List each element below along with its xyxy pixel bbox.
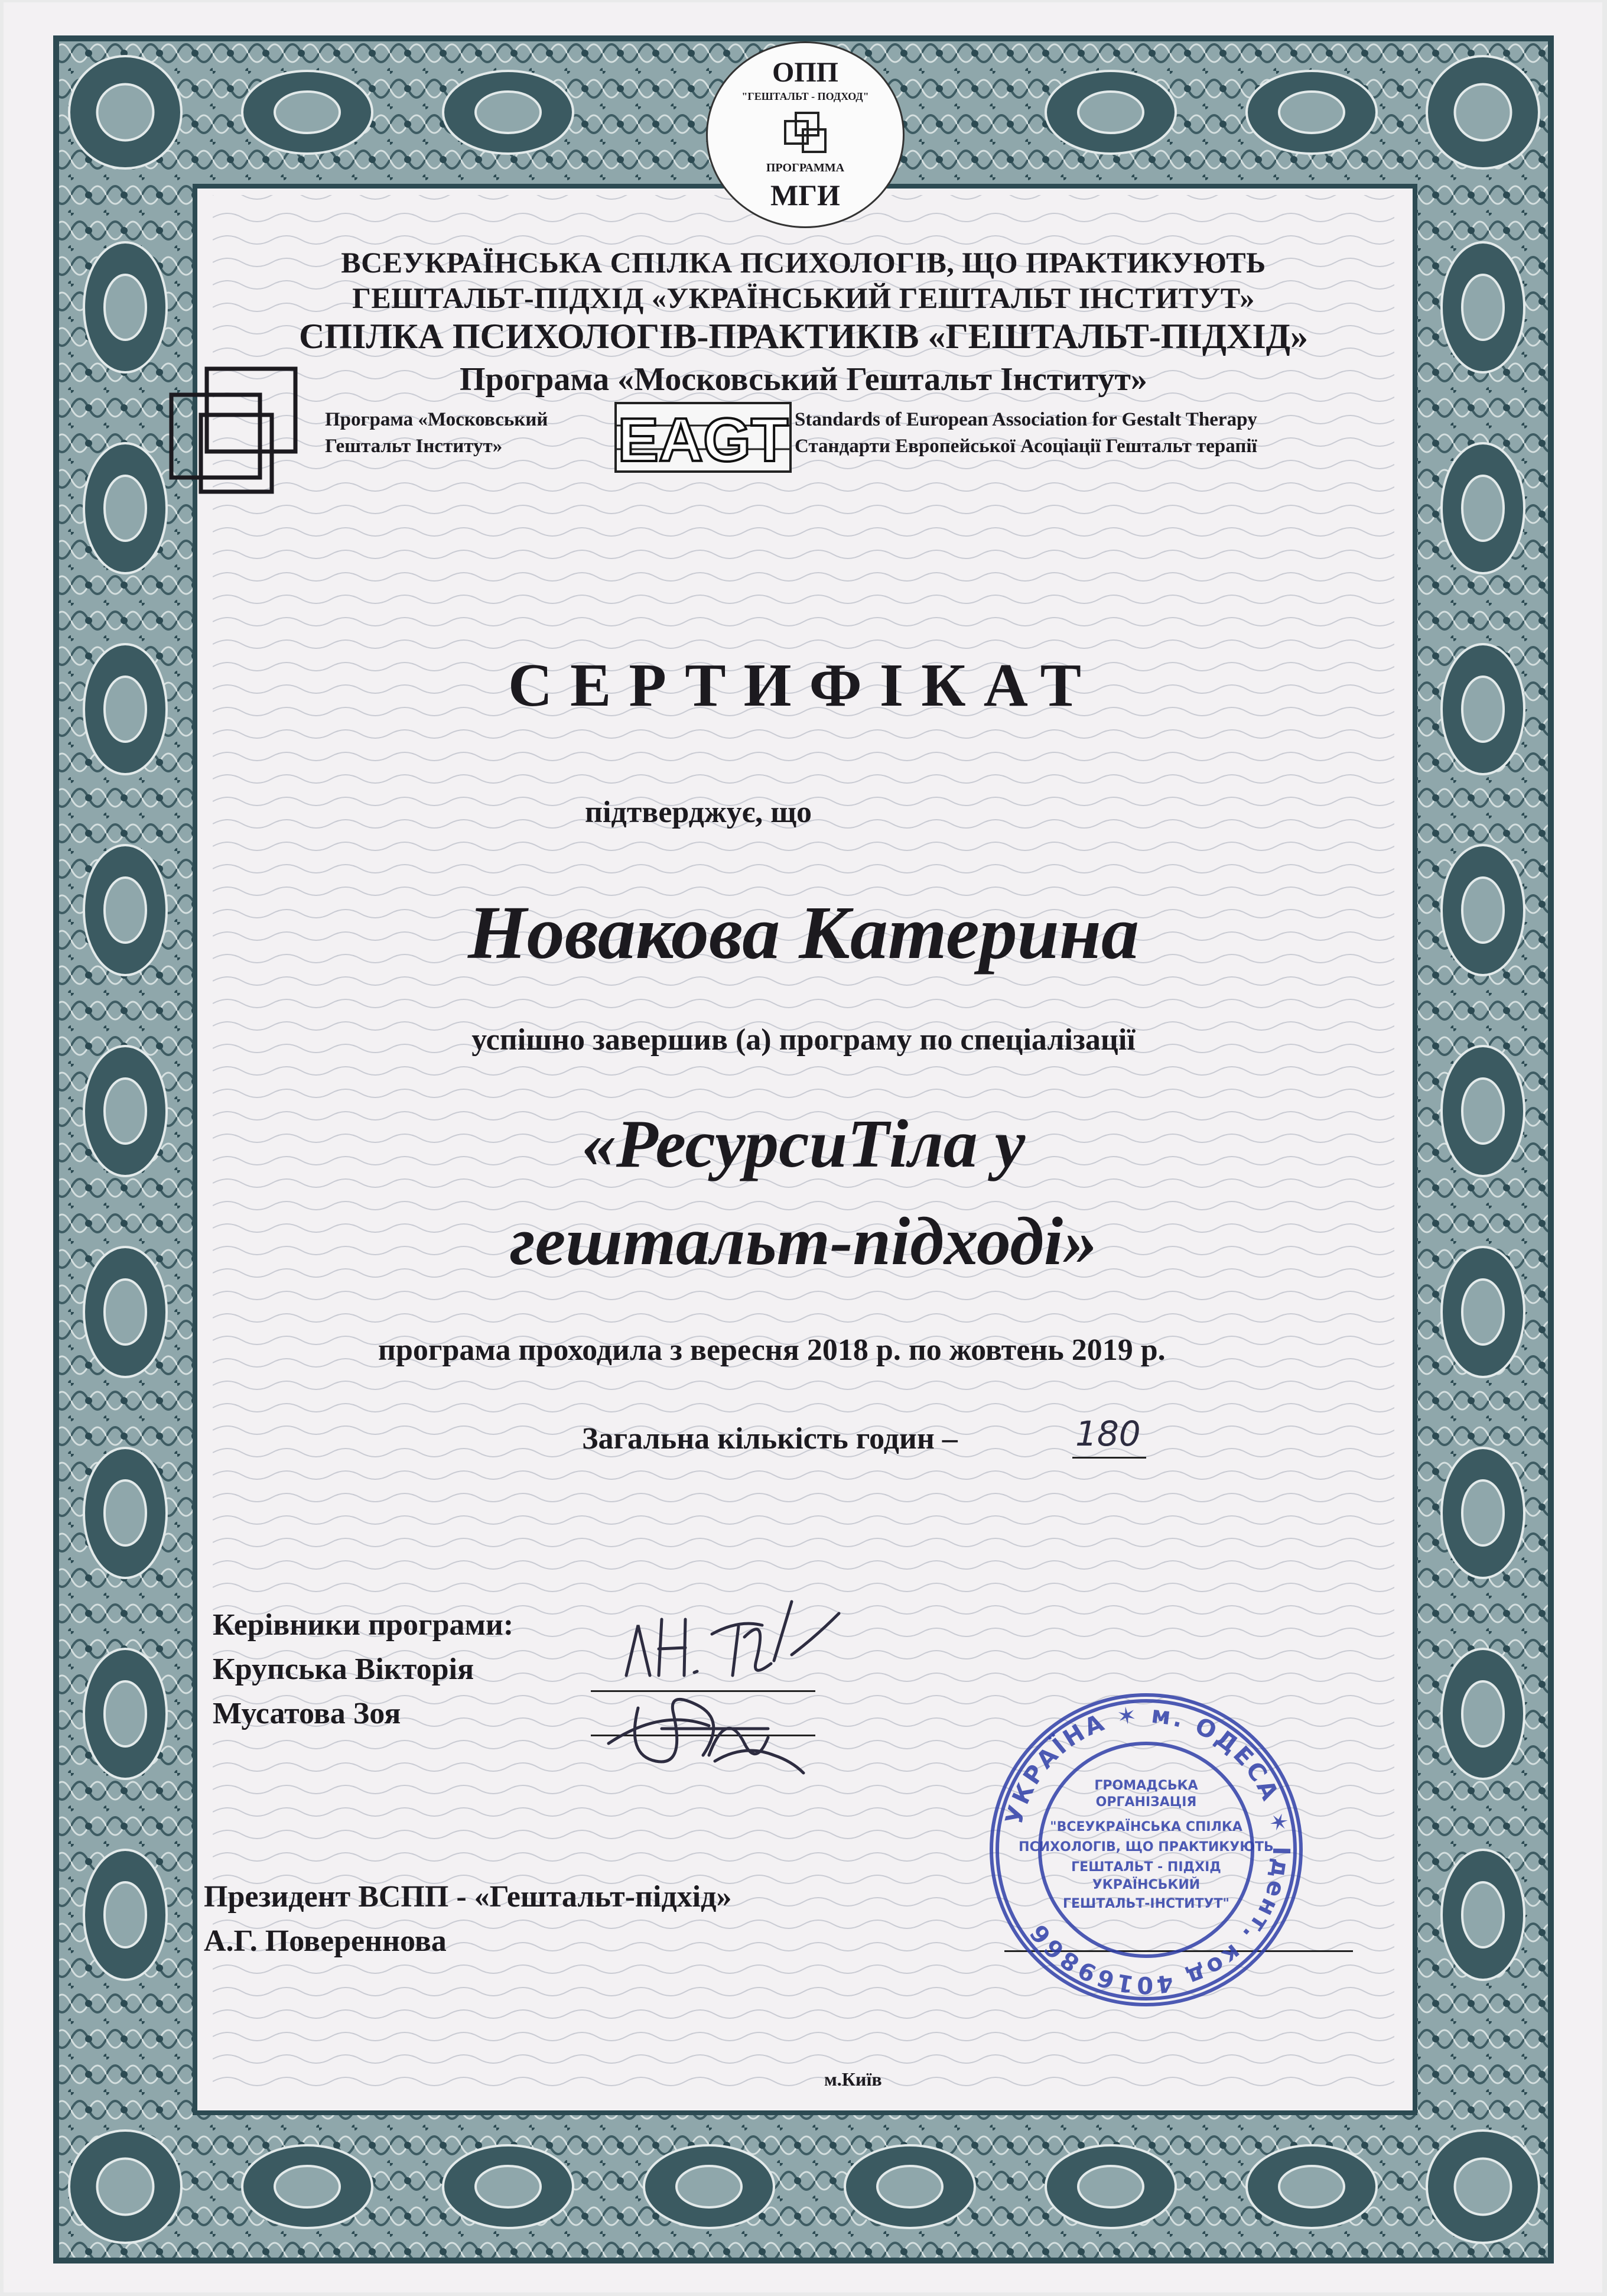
completed-text: успішно завершив (а) програму по спеціалізації (471, 1023, 1136, 1057)
svg-text:EAGT: EAGT (617, 406, 789, 473)
emblem-ring-text: "ГЕШТАЛЬТ - ПОДХОД" (741, 90, 869, 102)
emblem-squares-icon (782, 109, 829, 157)
signature-2 (591, 1673, 839, 1785)
president-title: Президент ВСПП - «Гештальт-підхід» (204, 1880, 732, 1914)
certificate-title: СЕРТИФІКАТ (508, 651, 1099, 719)
emblem-top-text: ОПП (772, 57, 838, 88)
leader-name-2: Мусатова Зоя (213, 1697, 401, 1730)
period-value: програма проходила з вересня 2018 р. по жовтень 2019 р. (378, 1333, 1166, 1367)
svg-text:УКРАЇНСЬКИЙ: УКРАЇНСЬКИЙ (1092, 1878, 1201, 1892)
hours-value: 180 (1075, 1414, 1141, 1454)
left-program-line-2: Гештальт Інститут» (325, 436, 503, 457)
header-line-1: ВСЕУКРАЇНСЬКА СПІЛКА ПСИХОЛОГІВ, ЩО ПРАКТИКУЮТЬ (341, 246, 1266, 279)
emblem-sub-text: ПРОГРАММА (766, 161, 845, 174)
hours-underline (1072, 1457, 1146, 1459)
opp-emblem (706, 41, 905, 228)
right-standards-line-1: Standards of European Association for Gestalt Therapy (795, 409, 1257, 430)
mgi-squares-logo (165, 366, 313, 496)
eagt-logo (614, 402, 792, 473)
recipient-name: Новакова Катерина (468, 891, 1139, 975)
svg-text:ГЕШТАЛЬТ-ІНСТИТУТ": ГЕШТАЛЬТ-ІНСТИТУТ" (1062, 1896, 1230, 1911)
svg-text:ОРГАНІЗАЦІЯ: ОРГАНІЗАЦІЯ (1095, 1795, 1197, 1810)
city-text: м.Київ (824, 2068, 882, 2090)
header-line-2: ГЕШТАЛЬТ-ПІДХІД «УКРАЇНСЬКИЙ ГЕШТАЛЬТ ІНСТИТУТ» (352, 281, 1255, 314)
emblem-bottom-text: МГИ (770, 178, 840, 212)
svg-text:ПСИХОЛОГІВ, ЩО ПРАКТИКУЮТЬ: ПСИХОЛОГІВ, ЩО ПРАКТИКУЮТЬ (1019, 1840, 1274, 1855)
svg-text:ГЕШТАЛЬТ - ПІДХІД: ГЕШТАЛЬТ - ПІДХІД (1071, 1860, 1221, 1875)
svg-text:ГРОМАДСЬКА: ГРОМАДСЬКА (1094, 1778, 1198, 1793)
period-text (378, 1333, 1166, 1368)
svg-text:"ВСЕУКРАЇНСЬКА СПІЛКА: "ВСЕУКРАЇНСЬКА СПІЛКА (1050, 1820, 1242, 1834)
organization-stamp (981, 1684, 1312, 2015)
right-standards-line-2: Стандарти Европейської Асоціації Гештальт терапії (795, 436, 1257, 457)
course-line-1: «РесурсиТіла у (581, 1106, 1026, 1182)
leader-name-1: Крупська Вікторія (213, 1652, 474, 1686)
header-line-3: СПІЛКА ПСИХОЛОГІВ-ПРАКТИКІВ «ГЕШТАЛЬТ-ПІДХІД» (298, 317, 1309, 356)
header-line-4: Програма «Московський Гештальт Інститут» (460, 361, 1147, 398)
course-line-2: гештальт-підході» (509, 1204, 1098, 1279)
left-program-line-1: Програма «Московський (325, 409, 548, 430)
leaders-heading: Керівники програми: (213, 1608, 514, 1642)
president-name: А.Г. Повереннова (204, 1924, 447, 1958)
confirms-text: підтверджує, що (585, 795, 812, 829)
hours-label: Загальна кількість годин – (582, 1422, 958, 1456)
svg-text:УКРАЇНА ✶ м. ОДЕСА ✶ Ідент. ко: УКРАЇНА ✶ м. ОДЕСА ✶ Ідент. код 40169866 (1000, 1701, 1295, 1999)
